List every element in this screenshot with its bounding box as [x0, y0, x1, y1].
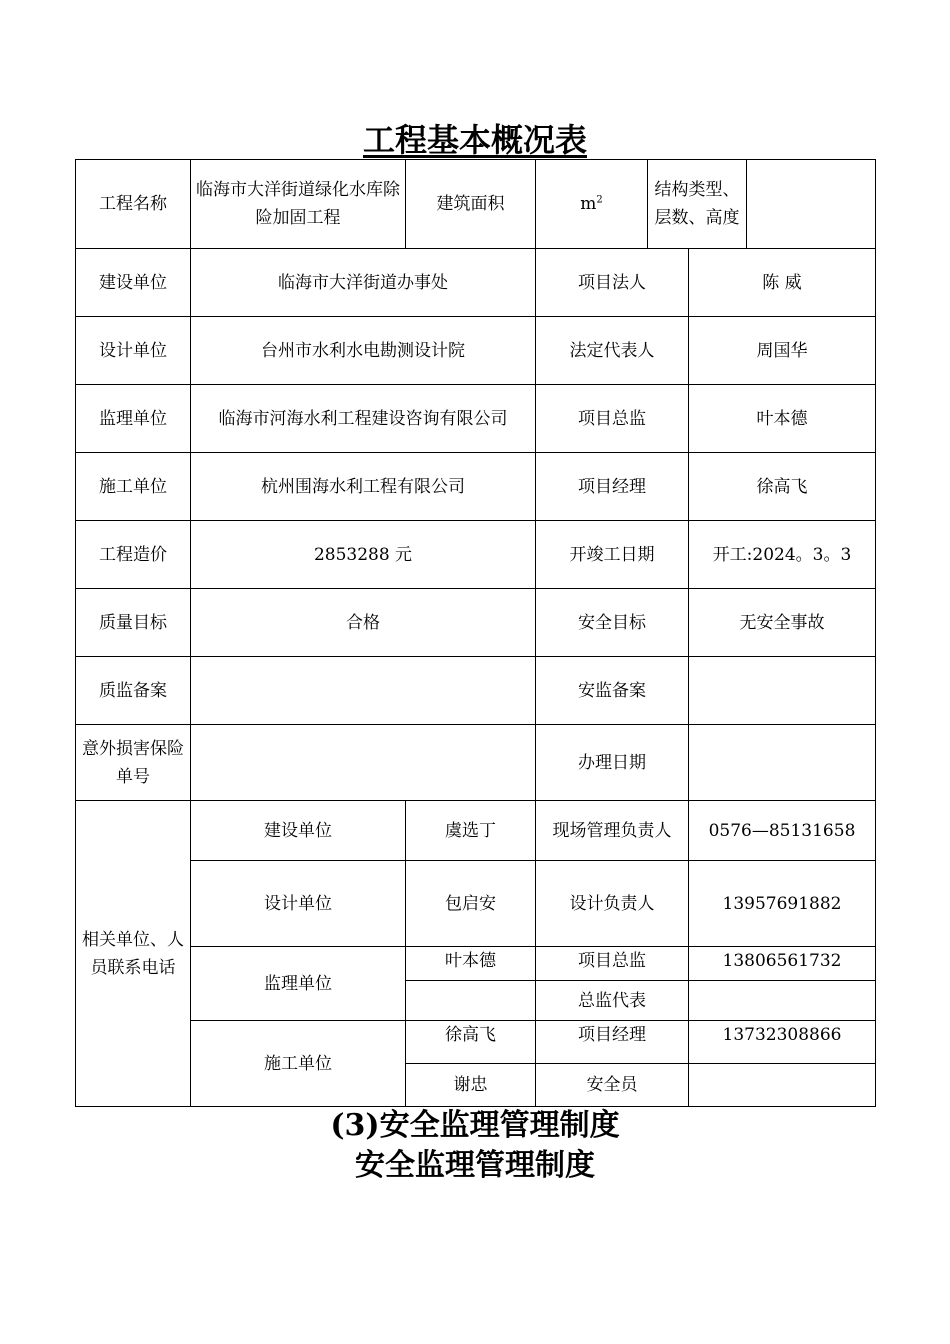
contact-design-person: 包启安	[406, 861, 536, 947]
contact-design-role: 设计负责人	[536, 861, 689, 947]
value-insurance-no	[191, 725, 536, 801]
contact-supervision-role1: 项目总监	[536, 947, 689, 981]
value-project-manager: 徐高飞	[689, 453, 876, 521]
label-quality-target: 质量目标	[76, 589, 191, 657]
row-quality	[76, 589, 876, 657]
value-project-name: 临海市大洋街道绿化水库除险加固工程	[191, 160, 406, 249]
label-safety-filing: 安监备案	[536, 657, 689, 725]
value-quality-target: 合格	[191, 589, 536, 657]
label-dates: 开竣工日期	[536, 521, 689, 589]
row-project-name	[76, 160, 876, 249]
page-title: 工程基本概况表	[362, 121, 587, 159]
label-legal-person: 项目法人	[536, 249, 689, 317]
value-legal-person: 陈 威	[689, 249, 876, 317]
contact-contractor-role2: 安全员	[536, 1064, 689, 1107]
label-safety-target: 安全目标	[536, 589, 689, 657]
contact-contractor-person1: 徐高飞	[406, 1021, 536, 1064]
label-cost: 工程造价	[76, 521, 191, 589]
contact-supervision-person1: 叶本德	[406, 947, 536, 981]
value-quality-filing	[191, 657, 536, 725]
label-project-manager: 项目经理	[536, 453, 689, 521]
contact-contractor-role1: 项目经理	[536, 1021, 689, 1064]
value-building-area: $m^2$	[536, 160, 648, 249]
section-number: (3)	[330, 1108, 380, 1143]
label-owner: 建设单位	[76, 249, 191, 317]
contact-contractor-phone1: 13732308866	[689, 1021, 876, 1064]
value-safety-filing	[689, 657, 876, 725]
row-owner	[76, 249, 876, 317]
row-filing	[76, 657, 876, 725]
value-owner: 临海市大洋街道办事处	[191, 249, 536, 317]
section-title: 安全监理管理制度	[355, 1148, 595, 1183]
row-contact-supervision-1	[76, 947, 876, 981]
contact-design-unit: 设计单位	[191, 861, 406, 947]
label-building-area: 建筑面积	[406, 160, 536, 249]
contact-supervision-phone1: 13806561732	[689, 947, 876, 981]
contact-supervision-role2: 总监代表	[536, 981, 689, 1021]
row-insurance	[76, 725, 876, 801]
label-contractor: 施工单位	[76, 453, 191, 521]
contact-supervision-phone2	[689, 981, 876, 1021]
contact-construction-unit: 建设单位	[191, 801, 406, 861]
contact-contractor-unit: 施工单位	[191, 1021, 406, 1107]
value-supervisor: 临海市河海水利工程建设咨询有限公司	[191, 385, 536, 453]
row-contractor	[76, 453, 876, 521]
value-designer: 台州市水利水电勘测设计院	[191, 317, 536, 385]
contact-design-phone: 13957691882	[689, 861, 876, 947]
label-chief-supervisor: 项目总监	[536, 385, 689, 453]
label-project-name: 工程名称	[76, 160, 191, 249]
label-designer: 设计单位	[76, 317, 191, 385]
value-legal-rep: 周国华	[689, 317, 876, 385]
label-contacts: 相关单位、人员联系电话	[76, 801, 191, 1107]
row-contact-design	[76, 861, 876, 947]
label-processing-date: 办理日期	[536, 725, 689, 801]
contact-supervision-unit: 监理单位	[191, 947, 406, 1021]
label-insurance-no: 意外损害保险单号	[76, 725, 191, 801]
label-legal-rep: 法定代表人	[536, 317, 689, 385]
contact-supervision-person2	[406, 981, 536, 1021]
value-contractor: 杭州围海水利工程有限公司	[191, 453, 536, 521]
value-safety-target: 无安全事故	[689, 589, 876, 657]
label-quality-filing: 质监备案	[76, 657, 191, 725]
row-designer	[76, 317, 876, 385]
contact-contractor-person2: 谢忠	[406, 1064, 536, 1107]
value-processing-date	[689, 725, 876, 801]
row-contact-contractor-1	[76, 1021, 876, 1064]
label-structure: 结构类型、层数、高度	[648, 160, 747, 249]
value-chief-supervisor: 叶本德	[689, 385, 876, 453]
row-contact-construction	[76, 801, 876, 861]
section-heading	[0, 1106, 950, 1146]
label-supervisor: 监理单位	[76, 385, 191, 453]
contact-construction-phone: 0576—85131658	[689, 801, 876, 861]
project-overview-table	[75, 159, 876, 1107]
row-cost	[76, 521, 876, 589]
contact-construction-person: 虞选丁	[406, 801, 536, 861]
contact-construction-role: 现场管理负责人	[536, 801, 689, 861]
value-dates: 开工:2024。3。3	[689, 521, 876, 589]
value-cost: 2853288 元	[191, 521, 536, 589]
section-heading-text: 安全监理管理制度	[379, 1108, 620, 1143]
value-structure	[747, 160, 876, 249]
contact-contractor-phone2	[689, 1064, 876, 1107]
row-supervisor	[76, 385, 876, 453]
